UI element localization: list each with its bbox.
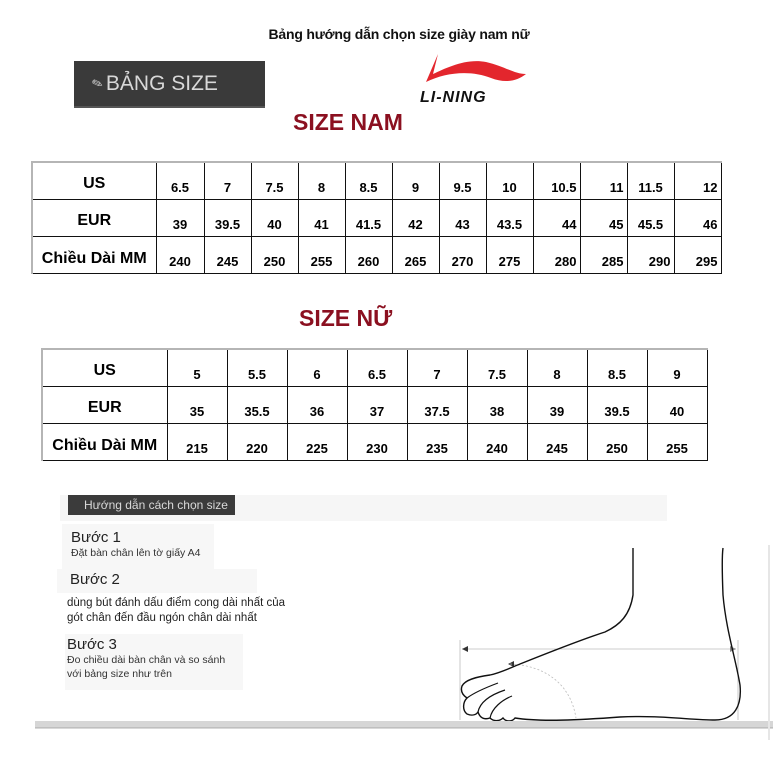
cell: 215 xyxy=(167,423,227,460)
row-label: US xyxy=(42,349,167,386)
cell: 43 xyxy=(439,199,486,236)
guide-header: Hướng dẫn cách chọn size xyxy=(68,495,235,515)
cell: 9 xyxy=(392,162,439,199)
table-row-eur xyxy=(32,199,721,236)
table-row-us xyxy=(42,349,707,386)
cell: 5.5 xyxy=(227,349,287,386)
cell: 46 xyxy=(674,199,721,236)
cell: 270 xyxy=(439,236,486,273)
cell: 41.5 xyxy=(345,199,392,236)
cell: 275 xyxy=(486,236,533,273)
table-row-length-mm xyxy=(42,423,707,460)
cell: 6 xyxy=(287,349,347,386)
row-label: EUR xyxy=(42,386,167,423)
table-row-us xyxy=(32,162,721,199)
image-edge xyxy=(768,545,770,740)
cell: 265 xyxy=(392,236,439,273)
cell: 285 xyxy=(580,236,627,273)
cell: 10.5 xyxy=(533,162,580,199)
step-3 xyxy=(65,634,243,690)
cell: 41 xyxy=(298,199,345,236)
cell: 42 xyxy=(392,199,439,236)
table-row-eur xyxy=(42,386,707,423)
cell: 8 xyxy=(298,162,345,199)
cell: 240 xyxy=(156,236,204,273)
cell: 8.5 xyxy=(587,349,647,386)
cell: 255 xyxy=(647,423,707,460)
row-label: EUR xyxy=(32,199,156,236)
cell: 6.5 xyxy=(156,162,204,199)
cell: 40 xyxy=(251,199,298,236)
cell: 240 xyxy=(467,423,527,460)
cell: 7 xyxy=(204,162,251,199)
step-3-desc-line: với bảng size như trên xyxy=(67,668,172,680)
foot-measurement-illustration xyxy=(420,540,770,740)
women-size-title: SIZE NỮ xyxy=(299,305,393,331)
cell: 7 xyxy=(407,349,467,386)
cell: 36 xyxy=(287,386,347,423)
cell: 235 xyxy=(407,423,467,460)
cell: 6.5 xyxy=(347,349,407,386)
cell: 225 xyxy=(287,423,347,460)
men-size-title: SIZE NAM xyxy=(293,109,403,135)
cell: 220 xyxy=(227,423,287,460)
cell: 8 xyxy=(527,349,587,386)
row-label: Chiều Dài MM xyxy=(42,423,167,460)
row-label: Chiều Dài MM xyxy=(32,236,156,273)
cell: 250 xyxy=(251,236,298,273)
pencil-icon: ✎ xyxy=(89,74,105,92)
cell: 45.5 xyxy=(627,199,674,236)
cell: 8.5 xyxy=(345,162,392,199)
cell: 250 xyxy=(587,423,647,460)
size-chart-banner xyxy=(74,61,265,108)
row-label: US xyxy=(32,162,156,199)
men-size-table xyxy=(31,161,722,274)
step-3-title: Bước 3 xyxy=(67,636,117,653)
cell: 11 xyxy=(580,162,627,199)
cell: 10 xyxy=(486,162,533,199)
ruler-icon xyxy=(35,721,773,733)
cell: 35 xyxy=(167,386,227,423)
step-1-desc: Đặt bàn chân lên tờ giấy A4 xyxy=(71,547,201,559)
cell: 245 xyxy=(204,236,251,273)
brand-name: LI-NING xyxy=(420,89,487,106)
cell: 9.5 xyxy=(439,162,486,199)
step-2-title: Bước 2 xyxy=(70,571,120,588)
cell: 7.5 xyxy=(251,162,298,199)
step-2-desc-line: gót chân đến đầu ngón chân dài nhất xyxy=(67,612,257,624)
cell: 255 xyxy=(298,236,345,273)
page-title: Bảng hướng dẫn chọn size giày nam nữ xyxy=(268,26,530,42)
women-size-table xyxy=(41,348,708,461)
cell: 295 xyxy=(674,236,721,273)
step-2-desc xyxy=(67,596,285,626)
cell: 39 xyxy=(527,386,587,423)
cell: 38 xyxy=(467,386,527,423)
step-2-desc-line: dùng bút đánh dấu điểm cong dài nhất của xyxy=(67,597,286,609)
cell: 37 xyxy=(347,386,407,423)
cell: 39 xyxy=(156,199,204,236)
step-1-title: Bước 1 xyxy=(71,529,121,546)
cell: 290 xyxy=(627,236,674,273)
cell: 230 xyxy=(347,423,407,460)
size-chart-banner-label: BẢNG SIZE xyxy=(105,71,218,95)
cell: 44 xyxy=(533,199,580,236)
cell: 40 xyxy=(647,386,707,423)
table-row-length-mm xyxy=(32,236,721,273)
cell: 9 xyxy=(647,349,707,386)
cell: 5 xyxy=(167,349,227,386)
cell: 245 xyxy=(527,423,587,460)
cell: 45 xyxy=(580,199,627,236)
cell: 37.5 xyxy=(407,386,467,423)
cell: 11.5 xyxy=(627,162,674,199)
step-1 xyxy=(62,524,214,569)
step-3-desc-line: Đo chiều dài bàn chân và so sánh xyxy=(67,654,226,666)
cell: 35.5 xyxy=(227,386,287,423)
cell: 280 xyxy=(533,236,580,273)
cell: 39.5 xyxy=(587,386,647,423)
cell: 39.5 xyxy=(204,199,251,236)
step-2 xyxy=(57,569,257,593)
cell: 260 xyxy=(345,236,392,273)
cell: 12 xyxy=(674,162,721,199)
cell: 43.5 xyxy=(486,199,533,236)
cell: 7.5 xyxy=(467,349,527,386)
